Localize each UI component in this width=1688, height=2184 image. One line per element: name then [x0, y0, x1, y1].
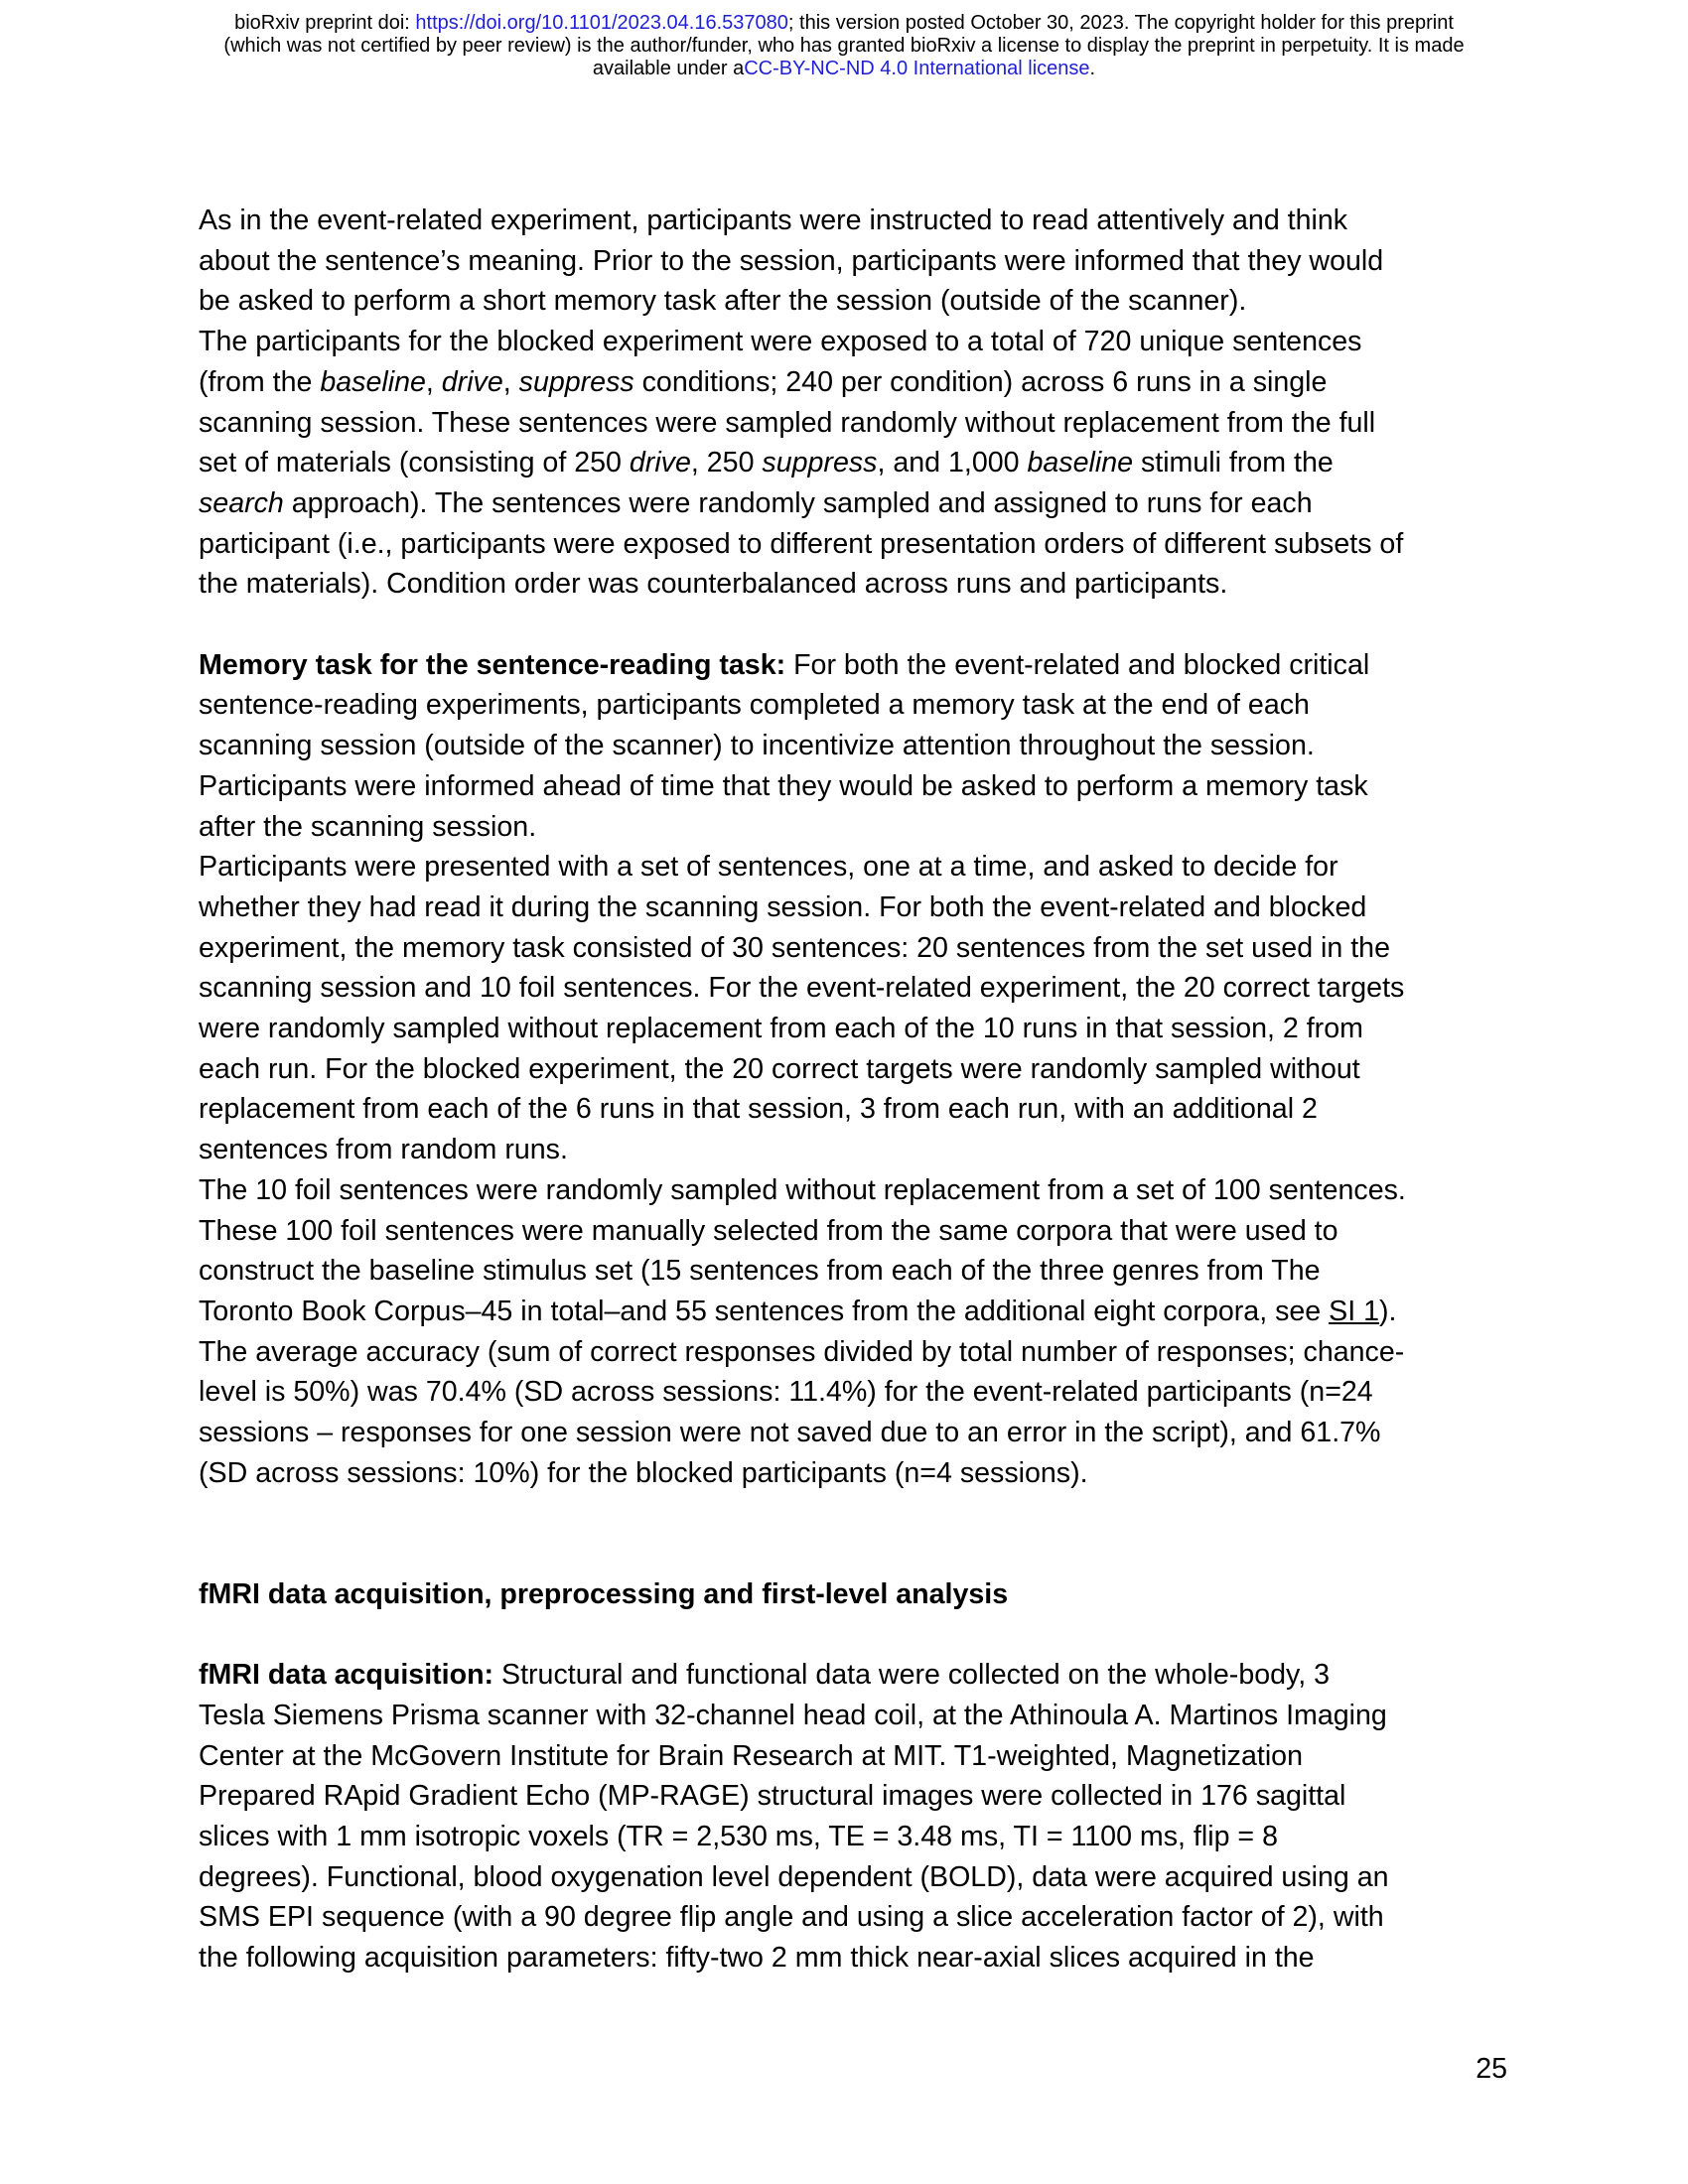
text-line: As in the event-related experiment, participants were instructed to read attentively and think	[199, 205, 1348, 236]
memory-task-lead: Memory task for the sentence-reading task:	[199, 648, 786, 681]
fmri-acquisition-lead: fMRI data acquisition:	[199, 1659, 494, 1692]
text-line: the materials). Condition order was counterbalanced across runs and participants.	[199, 568, 1228, 601]
header-doi-prefix: bioRxiv preprint doi:	[234, 12, 416, 34]
text-line: Participants were informed ahead of time that they would be asked to perform a memory task	[199, 769, 1368, 802]
text-line: SMS EPI sequence (with a 90 degree flip angle and using a slice acceleration factor of 2), with	[199, 1901, 1384, 1934]
license-link[interactable]: CC-BY-NC-ND 4.0 International license	[744, 58, 1090, 79]
text-line	[199, 443, 1507, 483]
text-line	[199, 1655, 1507, 1696]
condition-term: suppress	[762, 447, 878, 479]
text-line: scanning session (outside of the scanner) to incentivize attention throughout the session.	[199, 730, 1315, 762]
header-line-1	[0, 12, 1688, 35]
header-line-2: (which was not certified by peer review) is the author/funder, who has granted bioRxiv a license to display the preprint in perpetuity. It is made	[223, 35, 1465, 57]
condition-term: suppress	[518, 365, 634, 398]
text-line: level is 50%) was 70.4% (SD across sessions: 11.4%) for the event-related participants (n=24	[199, 1376, 1373, 1409]
text-line	[199, 483, 1507, 524]
text-line: These 100 foil sentences were manually selected from the same corpora that were used to	[199, 1214, 1338, 1247]
text-line: The 10 foil sentences were randomly sampled without replacement from a set of 100 sentences.	[199, 1173, 1406, 1206]
text-line: were randomly sampled without replacement from each of the 10 runs in that session, 2 from	[199, 1013, 1363, 1045]
text-line: sessions – responses for one session were not saved due to an error in the script), and 61.7%	[199, 1417, 1381, 1449]
condition-term: baseline	[1027, 447, 1134, 479]
preprint-header	[0, 12, 1688, 80]
text-span: ,	[502, 365, 519, 398]
text-line: slices with 1 mm isotropic voxels (TR = 2,530 ms, TE = 3.48 ms, TI = 1100 ms, flip = 8	[199, 1821, 1278, 1853]
text-span: approach). The sentences were randomly sampled and assigned to runs for each	[283, 486, 1313, 519]
text-line	[199, 1292, 1507, 1332]
page-number: 25	[1476, 2053, 1507, 2085]
section-heading: fMRI data acquisition, preprocessing and first-level analysis	[199, 1577, 1009, 1610]
text-line	[199, 645, 1507, 686]
text-line: sentences from random runs.	[199, 1134, 568, 1166]
text-line: Center at the McGovern Institute for Brain Research at MIT. T1-weighted, Magnetization	[199, 1739, 1303, 1772]
doi-link[interactable]: https://doi.org/10.1101/2023.04.16.537080	[415, 12, 788, 34]
text-line: Participants were presented with a set of sentences, one at a time, and asked to decide for	[199, 851, 1338, 884]
text-span: conditions; 240 per condition) across 6 runs in a single	[633, 365, 1328, 398]
text-line: The participants for the blocked experiment were exposed to a total of 720 unique sentences	[199, 326, 1362, 358]
text-line	[199, 362, 1507, 403]
text-span: , and 1,000	[877, 447, 1028, 479]
condition-term: drive	[441, 365, 503, 398]
paragraph-gap	[199, 605, 1507, 645]
text-line: participant (i.e., participants were exposed to different presentation orders of different subsets of	[199, 527, 1404, 560]
text-line: scanning session. These sentences were sampled randomly without replacement from the full	[199, 406, 1376, 439]
text-line: degrees). Functional, blood oxygenation level dependent (BOLD), data were acquired using an	[199, 1860, 1389, 1893]
text-line: scanning session and 10 foil sentences. For the event-related experiment, the 20 correct targets	[199, 972, 1405, 1005]
text-line: sentence-reading experiments, participants completed a memory task at the end of each	[199, 689, 1310, 722]
memory-task-section	[199, 645, 1507, 1494]
header-copyright-text: ; this version posted October 30, 2023. The copyright holder for this preprint	[787, 12, 1454, 34]
body-text	[199, 201, 1507, 1979]
text-line: Prepared RApid Gradient Echo (MP-RAGE) structural images were collected in 176 sagittal	[199, 1780, 1346, 1813]
text-line: replacement from each of the 6 runs in that session, 3 from each run, with an additional 2	[199, 1093, 1318, 1126]
text-line: experiment, the memory task consisted of 30 sentences: 20 sentences from the set used in the	[199, 931, 1390, 964]
text-span: , 250	[690, 447, 763, 479]
text-line: (SD across sessions: 10%) for the blocked participants (n=4 sessions).	[199, 1456, 1088, 1489]
text-line: Tesla Siemens Prisma scanner with 32-channel head coil, at the Athinoula A. Martinos Imaging	[199, 1699, 1387, 1731]
header-license-suffix: .	[1089, 58, 1096, 79]
text-span: ).	[1379, 1295, 1397, 1327]
si-1-link[interactable]: SI 1	[1329, 1295, 1379, 1327]
approach-term: search	[199, 486, 284, 519]
text-line: after the scanning session.	[199, 810, 537, 843]
section-gap	[199, 1493, 1507, 1573]
text-span: ,	[425, 365, 442, 398]
text-line: construct the baseline stimulus set (15 sentences from each of the three genres from The	[199, 1255, 1321, 1288]
text-span: (from the	[199, 365, 321, 398]
text-line: about the sentence’s meaning. Prior to the session, participants were informed that they would	[199, 244, 1384, 277]
text-span: Toronto Book Corpus–45 in total–and 55 sentences from the additional eight corpora, see	[199, 1295, 1330, 1327]
text-span: stimuli from the	[1133, 447, 1334, 479]
text-line: whether they had read it during the scanning session. For both the event-related and blocked	[199, 890, 1367, 923]
text-line: each run. For the blocked experiment, the 20 correct targets were randomly sampled without	[199, 1052, 1360, 1085]
header-line-3	[0, 58, 1688, 80]
text-span: For both the event-related and blocked critical	[785, 648, 1370, 681]
text-line: the following acquisition parameters: fifty-two 2 mm thick near-axial slices acquired in the	[199, 1942, 1315, 1975]
paragraph-gap	[199, 1615, 1507, 1656]
condition-term: baseline	[320, 365, 426, 398]
text-span: Structural and functional data were collected on the whole-body, 3	[493, 1659, 1330, 1692]
text-span: set of materials (consisting of 250	[199, 447, 630, 479]
text-line: be asked to perform a short memory task after the session (outside of the scanner).	[199, 285, 1247, 318]
condition-term: drive	[629, 447, 691, 479]
text-line: The average accuracy (sum of correct responses divided by total number of responses; chance-	[199, 1335, 1405, 1368]
header-license-prefix: available under a	[592, 58, 745, 79]
fmri-section	[199, 1574, 1507, 1979]
blocked-experiment-paragraph	[199, 201, 1507, 605]
